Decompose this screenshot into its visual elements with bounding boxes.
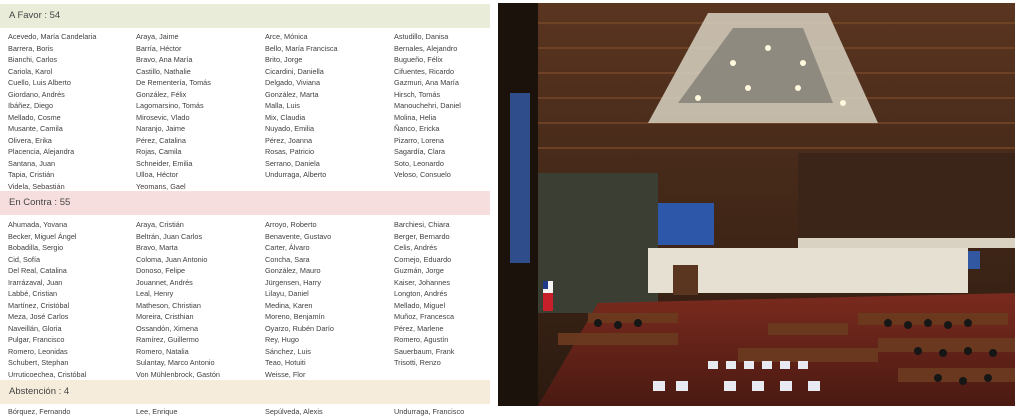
vote-results-panel xyxy=(0,0,490,417)
legislator-name: Manouchehri, Daniel xyxy=(394,101,461,110)
legislator-name: Naveillán, Gloria xyxy=(8,323,62,333)
legislator-name: Tapia, Cristián xyxy=(8,170,55,179)
legislator-name: Sulantay, Marco Antonio xyxy=(136,358,215,367)
legislator-name: Cid, Sofía xyxy=(8,254,41,264)
legislator-name: Videla, Sebastián xyxy=(8,181,65,191)
legislator-name: Sagardía, Clara xyxy=(394,147,446,156)
legislator-name: Nuyado, Emilia xyxy=(265,124,315,133)
legislator-name: Ibáñez, Diego xyxy=(8,101,54,110)
legislator-name: Schubert, Stephan xyxy=(8,358,69,367)
legislator-name: Delgado, Viviana xyxy=(265,78,321,87)
legislator-name: Gazmuri, Ana María xyxy=(394,78,459,87)
legislator-name: Coloma, Juan Antonio xyxy=(136,254,208,264)
legislator-name: Acevedo, María Candelaria xyxy=(8,32,97,41)
legislator-name: Soto, Leonardo xyxy=(394,158,444,168)
legislator-name: Bórquez, Fernando xyxy=(8,407,71,416)
legislator-name: Cicardini, Daniella xyxy=(265,66,324,76)
legislator-name: Hirsch, Tomás xyxy=(394,89,441,99)
legislator-name: Serrano, Daniela xyxy=(265,158,320,168)
legislator-name: Teao, Hotuiti xyxy=(265,358,306,367)
section-header-contra: En Contra : 55 xyxy=(0,191,490,215)
legislator-name: Brito, Jorge xyxy=(265,55,303,64)
legislator-name: Romero, Natalia xyxy=(136,346,189,356)
legislator-name: Romero, Agustín xyxy=(394,335,449,344)
legislator-name: Kaiser, Johannes xyxy=(394,277,450,287)
legislator-name: Martínez, Cristóbal xyxy=(8,300,70,310)
legislator-name: Cifuentes, Ricardo xyxy=(394,66,455,76)
legislator-name: Ossandón, Ximena xyxy=(136,323,199,333)
legislator-name: Moreira, Cristhian xyxy=(136,312,194,321)
legislator-name: Sepúlveda, Alexis xyxy=(265,407,323,416)
legislator-name: Moreno, Benjamín xyxy=(265,312,325,321)
legislator-name: Barría, Héctor xyxy=(136,43,182,53)
legislator-name: Schneider, Emilia xyxy=(136,158,193,168)
legislator-name: Pérez, Joanna xyxy=(265,135,313,145)
legislator-name: Berger, Bernardo xyxy=(394,231,450,241)
legislator-name: González, Marta xyxy=(265,89,319,99)
legislator-name: Pérez, Marlene xyxy=(394,323,444,333)
legislator-name: Jouannet, Andrés xyxy=(136,277,193,287)
legislator-name: Undurraga, Alberto xyxy=(265,170,327,179)
legislator-name: Mirosevic, Vlado xyxy=(136,112,190,122)
legislator-name: Beltrán, Juan Carlos xyxy=(136,231,203,241)
legislator-name: Bobadilla, Sergio xyxy=(8,243,64,252)
legislator-name: Sauerbaum, Frank xyxy=(394,346,455,356)
legislator-name: Rey, Hugo xyxy=(265,335,299,344)
legislator-name: Cariola, Karol xyxy=(8,66,53,76)
legislator-name: Ñanco, Ericka xyxy=(394,124,440,133)
legislator-name: Muñoz, Francesca xyxy=(394,312,455,321)
legislator-name: Barrera, Boris xyxy=(8,43,54,53)
legislator-name: Ramírez, Guillermo xyxy=(136,335,199,344)
legislator-name: Irarrázaval, Juan xyxy=(8,277,63,287)
legislator-name: Oyarzo, Rubén Darío xyxy=(265,323,334,333)
legislator-name: Santana, Juan xyxy=(8,158,56,168)
legislator-name: Araya, Cristián xyxy=(136,220,184,229)
legislator-name: Lagomarsino, Tomás xyxy=(136,101,204,110)
legislator-name: Lilayu, Daniel xyxy=(265,289,309,298)
legislator-name: Veloso, Consuelo xyxy=(394,170,451,179)
legislator-name: Medina, Karen xyxy=(265,300,313,310)
legislator-name: Bianchi, Carlos xyxy=(8,55,58,64)
legislator-name: Concha, Sara xyxy=(265,254,310,264)
legislator-name: Yeomans, Gael xyxy=(136,181,186,191)
legislator-name: Mix, Claudia xyxy=(265,112,306,122)
legislator-name: De Rementería, Tomás xyxy=(136,78,211,87)
legislator-name: Carter, Álvaro xyxy=(265,243,310,252)
legislator-name: Pizarro, Lorena xyxy=(394,135,444,145)
legislator-name: Guzmán, Jorge xyxy=(394,266,444,275)
legislator-name: Labbé, Cristian xyxy=(8,289,58,298)
legislator-name: Weisse, Flor xyxy=(265,369,306,379)
legislator-name: Jürgensen, Harry xyxy=(265,277,321,287)
legislator-name: Barchiesi, Chiara xyxy=(394,220,450,229)
legislator-name: Rosas, Patricio xyxy=(265,147,315,156)
legislator-name: Naranjo, Jaime xyxy=(136,124,186,133)
legislator-name: Lee, Enrique xyxy=(136,407,178,416)
legislator-name: Ahumada, Yovana xyxy=(8,220,68,229)
legislator-name: Olivera, Erika xyxy=(8,135,52,145)
legislator-name: Benavente, Gustavo xyxy=(265,231,332,241)
legislator-name: Celis, Andrés xyxy=(394,243,437,252)
legislator-name: Von Mühlenbrock, Gastón xyxy=(136,369,220,379)
legislator-name: Trisotti, Renzo xyxy=(394,358,441,367)
section-header-favor: A Favor : 54 xyxy=(0,4,490,28)
legislator-name: Castillo, Nathalie xyxy=(136,66,191,76)
legislator-name: Meza, José Carlos xyxy=(8,312,69,321)
legislator-name: Bernales, Alejandro xyxy=(394,43,458,53)
legislator-name: Araya, Jaime xyxy=(136,32,179,41)
legislator-name: Cuello, Luis Alberto xyxy=(8,78,71,87)
legislator-name: Bello, María Francisca xyxy=(265,43,338,53)
legislator-name: Rojas, Camila xyxy=(136,147,182,156)
legislator-name: Romero, Leonidas xyxy=(8,346,68,356)
legislator-name: Mellado, Cosme xyxy=(8,112,61,122)
legislator-name: Giordano, Andrés xyxy=(8,89,65,99)
legislator-name: Donoso, Felipe xyxy=(136,266,186,275)
legislator-name: Pulgar, Francisco xyxy=(8,335,65,344)
legislator-name: Ulloa, Héctor xyxy=(136,170,179,179)
legislator-name: Longton, Andrés xyxy=(394,289,448,298)
legislator-name: Del Real, Catalina xyxy=(8,266,67,275)
legislator-name: Arroyo, Roberto xyxy=(265,220,317,229)
legislator-name: González, Mauro xyxy=(265,266,321,275)
legislator-name: Cornejo, Eduardo xyxy=(394,254,452,264)
legislator-name: Pérez, Catalina xyxy=(136,135,186,145)
legislator-name: Bugueño, Félix xyxy=(394,55,443,64)
legislator-name: Undurraga, Francisco xyxy=(394,407,465,416)
legislator-name: Mellado, Miguel xyxy=(394,300,446,310)
legislator-name: González, Félix xyxy=(136,89,187,99)
legislator-name: Leal, Henry xyxy=(136,289,174,298)
legislator-name: Placencia, Alejandra xyxy=(8,147,75,156)
legislator-name: Musante, Camila xyxy=(8,124,63,133)
legislator-name: Molina, Helia xyxy=(394,112,437,122)
legislator-name: Malla, Luis xyxy=(265,101,300,110)
legislator-name: Bravo, Marta xyxy=(136,243,178,252)
legislator-name: Sánchez, Luis xyxy=(265,346,311,356)
legislator-name: Matheson, Christian xyxy=(136,300,201,310)
legislator-name: Becker, Miguel Ángel xyxy=(8,231,77,241)
legislator-name: Bravo, Ana María xyxy=(136,55,193,64)
legislator-name: Urruticoechea, Cristóbal xyxy=(8,369,87,379)
legislator-name: Astudillo, Danisa xyxy=(394,32,449,41)
chamber-photo xyxy=(498,3,1015,406)
section-header-abstencion: Abstención : 4 xyxy=(0,380,490,404)
legislator-name: Arce, Mónica xyxy=(265,32,308,41)
